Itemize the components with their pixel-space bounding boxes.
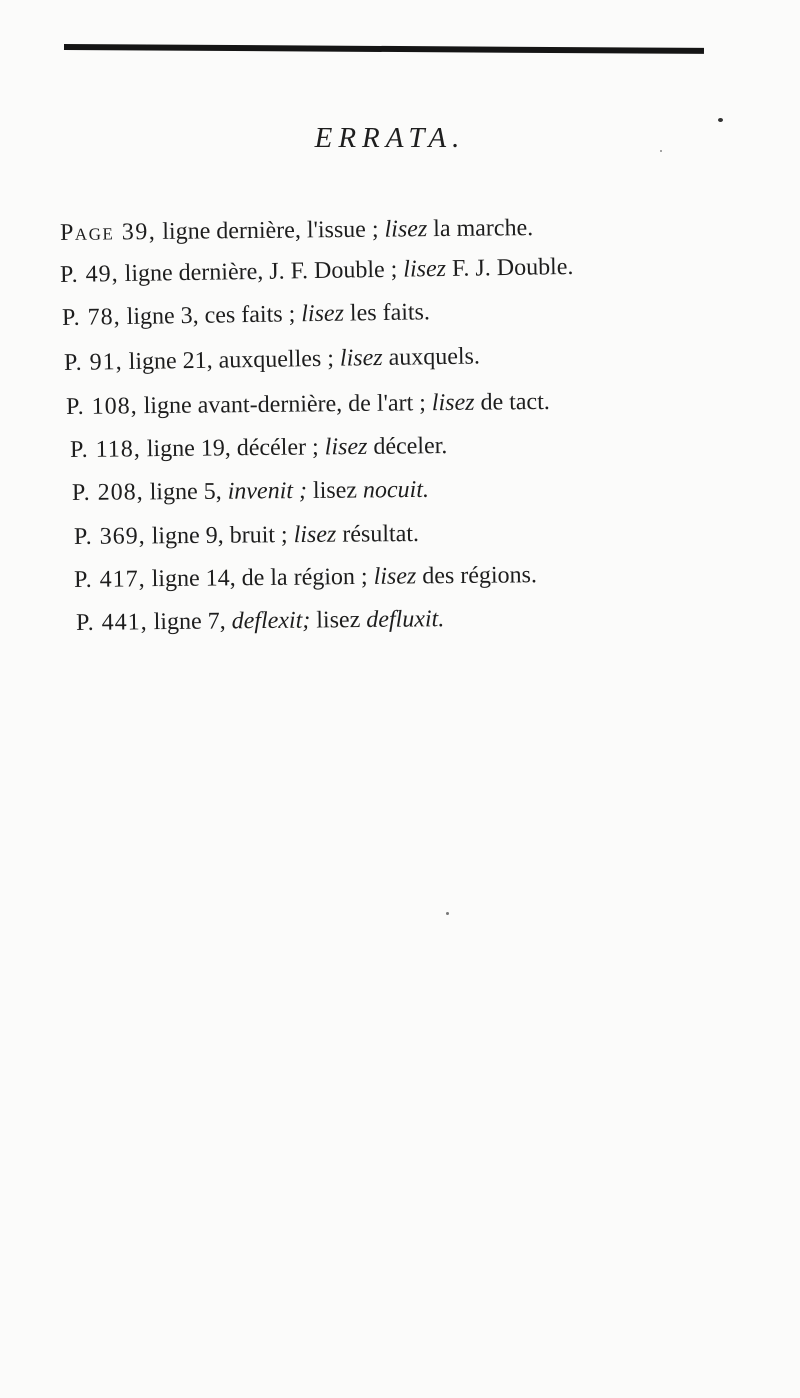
entry-correction: les faits. [343,299,431,327]
paper-speck [718,118,723,122]
entry-correction: déceler. [367,433,448,460]
entry-lisez: lisez [301,300,345,328]
entry-lisez: lisez [324,433,368,461]
entry-location: ligne 14, de la région ; [145,563,374,593]
entry-correction: la marche. [427,215,534,243]
entry-lisez: lisez [310,606,367,634]
entry-page-ref: P. 441, [75,609,148,636]
paper-speck [446,912,449,915]
errata-entry [60,254,574,289]
entry-correction: résultat. [336,520,420,548]
entry-lisez: lisez [384,216,428,243]
entry-wrong-word: deflexit; [231,607,311,635]
paper-speck [660,150,662,152]
entry-page-ref: P. 78, [61,304,121,331]
page-title: ERRATA. [314,122,466,154]
entry-correction: F. J. Double. [445,253,574,282]
errata-entry [74,562,537,594]
entry-correction: de tact. [474,388,550,416]
entry-correction: nocuit. [362,476,430,504]
entry-page-ref: P. 49, [59,261,119,288]
entry-location: ligne 5, [143,478,228,506]
entry-correction: auxquels. [382,343,481,371]
entry-lisez: lisez [373,563,417,590]
entry-lisez: lisez [431,389,475,417]
entry-lisez: lisez [403,255,447,283]
entry-page-ref: P. 208, [71,479,144,506]
errata-entry [74,521,419,551]
entry-correction: des régions. [416,562,538,590]
entry-location: ligne 3, ces faits ; [120,301,302,331]
top-rule [64,44,704,54]
entry-lisez: lisez [293,521,337,549]
errata-entry [60,215,533,247]
entry-page-ref: P. 118, [69,436,141,463]
entry-location: ligne 21, auxquelles ; [122,345,341,376]
entry-lisez: lisez [306,477,364,504]
errata-entry [62,299,430,332]
errata-entry [76,606,445,637]
entry-wrong-word: invenit ; [227,477,308,505]
entry-page-ref: P. 369, [73,523,146,550]
entry-page-ref: P. 91, [63,349,123,376]
errata-entry [70,433,448,464]
entry-correction: defluxit. [366,606,445,633]
entry-location: ligne 7, [147,608,232,636]
entry-location: ligne 19, décéler ; [140,434,325,463]
errata-entry [64,343,480,377]
entry-page-ref: P. 417, [73,566,146,593]
entry-location: ligne 9, bruit ; [145,522,294,550]
errata-entry [66,389,550,421]
entry-location: ligne avant-dernière, de l'art ; [137,390,432,420]
errata-entry [72,477,429,507]
entry-page-ref: Page 39, [59,218,157,246]
entry-lisez: lisez [339,344,383,372]
entry-location: ligne dernière, l'issue ; [156,216,385,245]
entry-location: ligne dernière, J. F. Double ; [118,256,404,288]
entry-page-ref: P. 108, [65,393,138,420]
